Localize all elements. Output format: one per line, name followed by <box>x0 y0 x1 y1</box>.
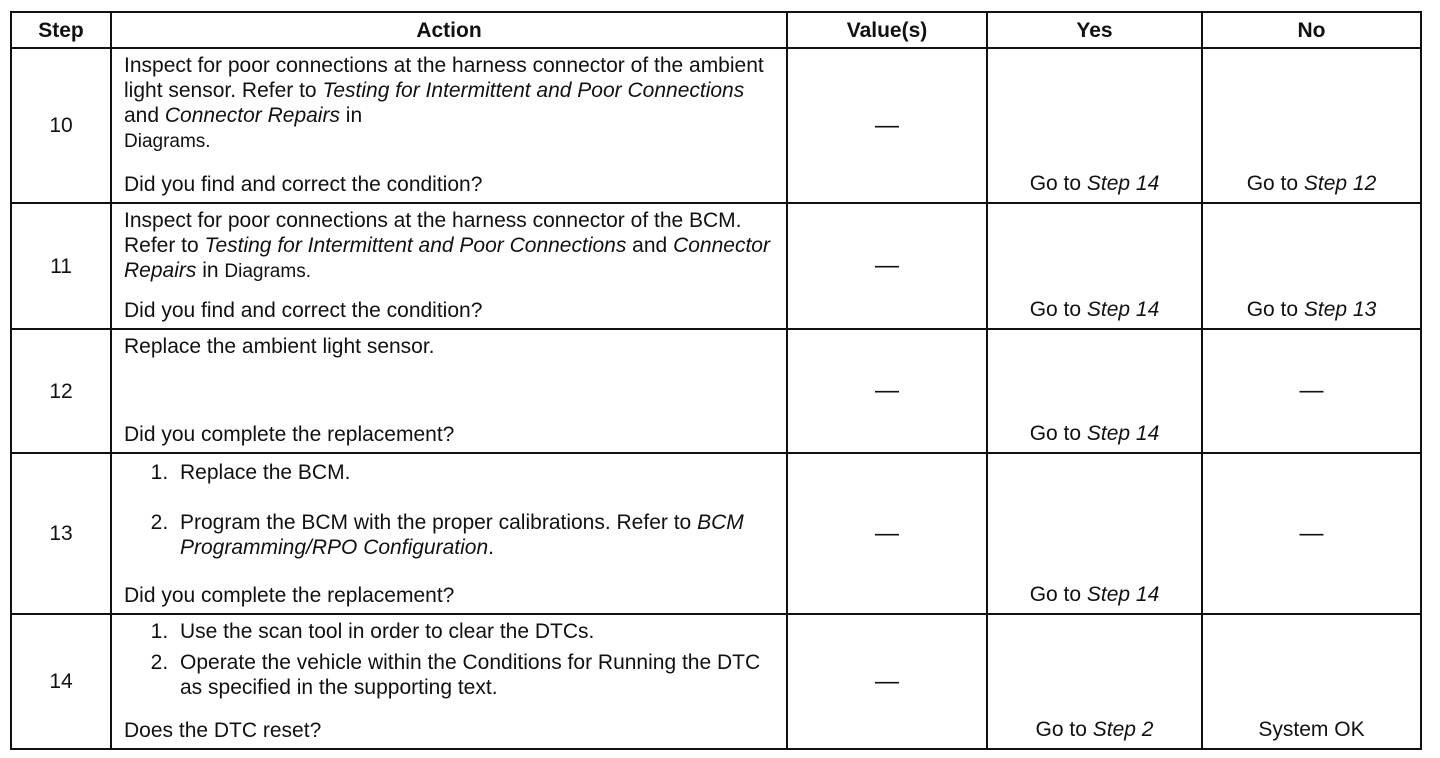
action-steps-list <box>124 619 776 700</box>
no-cell: Go to Step 12 <box>1202 48 1421 203</box>
action-question: Does the DTC reset? <box>124 719 322 742</box>
action-cell <box>111 614 787 749</box>
action-cell <box>111 203 787 329</box>
action-text: Inspect for poor connections at the harness connector of the BCM. Refer to Testing for Intermittent and Poor Connections and Connector Repairs in Diagrams. <box>124 209 770 282</box>
reference-link[interactable]: Testing for Intermittent and Poor Connections <box>322 79 745 102</box>
action-question: Did you complete the replacement? <box>124 423 455 446</box>
yes-step-link[interactable]: Step 14 <box>1086 298 1160 321</box>
action-steps-list <box>124 460 776 560</box>
no-step-link[interactable]: Step 12 <box>1303 172 1377 195</box>
list-item: 1. Use the scan tool in order to clear the DTCs. <box>174 619 776 644</box>
action-text: Replace the ambient light sensor. <box>124 335 435 358</box>
header-yes: Yes <box>987 12 1202 48</box>
value-cell <box>787 614 987 749</box>
dash-value: — <box>875 519 899 547</box>
reference-link[interactable]: BCM Programming/RPO Configuration <box>180 511 744 559</box>
value-cell <box>787 203 987 329</box>
step-number: 11 <box>11 203 111 329</box>
no-cell <box>1202 453 1421 614</box>
list-item: 1. Replace the BCM. <box>174 460 776 485</box>
yes-cell: Go to Step 14 <box>987 329 1202 453</box>
dash-value: — <box>1299 377 1324 404</box>
header-step: Step <box>11 12 111 48</box>
table-row <box>11 453 1421 614</box>
diagnostic-table <box>10 11 1422 750</box>
reference-link[interactable]: Testing for Intermittent and Poor Connections <box>204 234 627 257</box>
table-row <box>11 614 1421 749</box>
no-cell: Go to Step 13 <box>1202 203 1421 329</box>
action-cell <box>111 48 787 203</box>
step-number: 14 <box>11 614 111 749</box>
dash-value: — <box>875 667 899 695</box>
step-number: 10 <box>11 48 111 203</box>
action-cell <box>111 453 787 614</box>
yes-step-link[interactable]: Step 2 <box>1092 718 1154 741</box>
action-text: Inspect for poor connections at the harness connector of the ambient light sensor. Refer to Testing for Intermittent and Poor Connections and Connector Repairs in Diagrams. <box>124 54 764 152</box>
value-cell <box>787 329 987 453</box>
action-question: Did you find and correct the condition? <box>124 299 483 322</box>
action-cell <box>111 329 787 453</box>
list-item: 2. Program the BCM with the proper calibrations. Refer to BCM Programming/RPO Configuration. <box>174 510 776 560</box>
value-cell <box>787 453 987 614</box>
step-number: 13 <box>11 453 111 614</box>
action-question: Did you find and correct the condition? <box>124 173 483 196</box>
header-no: No <box>1202 12 1421 48</box>
no-cell <box>1202 329 1421 453</box>
reference-link[interactable]: Connector Repairs <box>164 104 340 127</box>
dash-value: — <box>875 377 899 404</box>
yes-step-link[interactable]: Step 14 <box>1086 172 1160 195</box>
list-item: 2. Operate the vehicle within the Conditions for Running the DTC as specified in the supporting text. <box>174 650 776 700</box>
dash-value: — <box>875 252 899 279</box>
dash-value: — <box>1299 519 1324 547</box>
yes-step-link[interactable]: Step 14 <box>1086 422 1160 445</box>
yes-cell: Go to Step 14 <box>987 203 1202 329</box>
no-step-link[interactable]: Step 13 <box>1303 298 1377 321</box>
header-values: Value(s) <box>787 12 987 48</box>
value-cell <box>787 48 987 203</box>
action-question: Did you complete the replacement? <box>124 584 455 607</box>
dash-value: — <box>875 111 899 139</box>
yes-step-link[interactable]: Step 14 <box>1086 583 1160 606</box>
yes-cell: Go to Step 14 <box>987 48 1202 203</box>
step-number: 12 <box>11 329 111 453</box>
yes-cell: Go to Step 14 <box>987 453 1202 614</box>
table-row <box>11 203 1421 329</box>
header-action: Action <box>111 12 787 48</box>
yes-cell: Go to Step 2 <box>987 614 1202 749</box>
reference-link[interactable]: Connector Repairs <box>124 234 770 282</box>
header-row <box>11 12 1421 48</box>
no-cell: System OK <box>1202 614 1421 749</box>
table-row <box>11 48 1421 203</box>
table-row <box>11 329 1421 453</box>
